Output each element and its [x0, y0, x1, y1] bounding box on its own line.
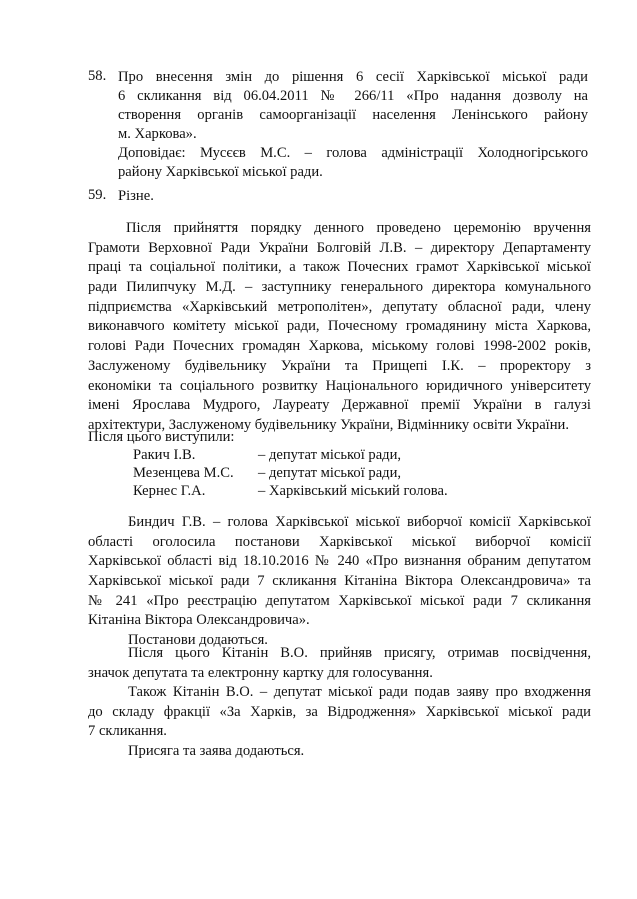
text-line: Після цього Кітанін В.О. прийняв присягу, отримав посвідчення,: [128, 645, 591, 661]
text-line: м. Харкова».: [118, 126, 197, 142]
text-line: Також Кітанін В.О. – депутат міської ради подав заяву про входження: [128, 684, 591, 700]
text-line: 6 скликання від 06.04.2011 № 266/11 «Про надання дозволу на: [118, 88, 588, 104]
text-line: праці та соціальної політики, а також Почесних грамот Харківської міської: [88, 259, 591, 276]
text-line: Харківської області від 18.10.2016 № 240 «Про визнання обраним депутатом: [88, 553, 591, 570]
text-line: Грамоти Верховної Ради України Болговій Л.В. – директору Департаменту: [88, 239, 591, 256]
text-line: Харківської міської ради 7 скликання Кітаніна Віктора Олександровича» та: [88, 573, 591, 590]
text-line: Різне.: [118, 188, 154, 204]
text-line: виконавчого комітету міської ради, Почесному громадянину міста Харкова,: [88, 318, 591, 335]
faction-paragraph: [88, 683, 591, 762]
speaker-name: Ракич І.В.: [133, 447, 196, 463]
text-line: голові Ради Почесних громадян Харкова, міському голові 1998-2002 років,: [88, 338, 591, 355]
text-line: економіки та соціального розвитку Національного юридичного університету: [88, 377, 591, 394]
text-line: Після прийняття порядку денного проведено церемонію вручення: [126, 220, 591, 236]
text-line: до складу фракції «За Харків, за Відродження» Харківської міської ради: [88, 703, 591, 720]
text-line: № 241 «Про реєстрацію депутатом Харківської міської ради 7 скликання: [88, 592, 591, 609]
oath-paragraph: [88, 644, 591, 683]
agenda-item-text: [118, 68, 588, 182]
text-line: Биндич Г.В. – голова Харківської міської виборчої комісії Харківської: [128, 514, 591, 530]
text-line: Заслуженому будівельнику України та Прищепі І.К. – проректору з: [88, 357, 591, 374]
text-line: підприємства «Харківський метрополітен», депутату обласної ради, члену: [88, 298, 591, 315]
speaker-name: Кернес Г.А.: [133, 483, 206, 499]
text-line: області оголосила постанови Харківської міської виборчої комісії: [88, 533, 591, 550]
text-line: створення органів самоорганізації населення Ленінського району: [118, 107, 588, 123]
reporter-line: району Харківської міської ради.: [118, 164, 323, 180]
oath-attached: Присяга та заява додаються.: [128, 743, 305, 760]
text-line: значок депутата та електронну картку для голосування.: [88, 664, 433, 681]
agenda-item-text: [118, 187, 588, 206]
resolutions-attached: Постанови додаються.: [128, 632, 268, 649]
speaker-name: Мезенцева М.С.: [133, 465, 234, 481]
text-line: імені Ярослава Мудрого, Лауреату Державної премії України в галузі: [88, 397, 591, 414]
agenda-item-number: 58.: [88, 68, 107, 84]
speaker-role: – депутат міської ради,: [258, 465, 402, 481]
commission-paragraph: [88, 513, 591, 651]
text-line: Кітаніна Віктора Олександровича».: [88, 612, 310, 629]
speakers-intro: Після цього виступили:: [88, 429, 235, 445]
text-line: ради Пилипчуку М.Д. – заступнику генерального директора комунального: [88, 279, 591, 296]
text-line: архітектури, Заслуженому будівельнику України, Відміннику освіти України.: [88, 416, 569, 433]
agenda-item-number: 59.: [88, 187, 107, 203]
reporter-line: Доповідає: Мусєєв М.С. – голова адміністрації Холодногірського: [118, 145, 588, 161]
text-line: 7 скликання.: [88, 723, 167, 740]
text-line: Про внесення змін до рішення 6 сесії Харківської міської ради: [118, 69, 588, 85]
speaker-role: – Харківський міський голова.: [258, 483, 448, 499]
speaker-role: – депутат міської ради,: [258, 447, 402, 463]
ceremony-paragraph: [88, 219, 591, 436]
